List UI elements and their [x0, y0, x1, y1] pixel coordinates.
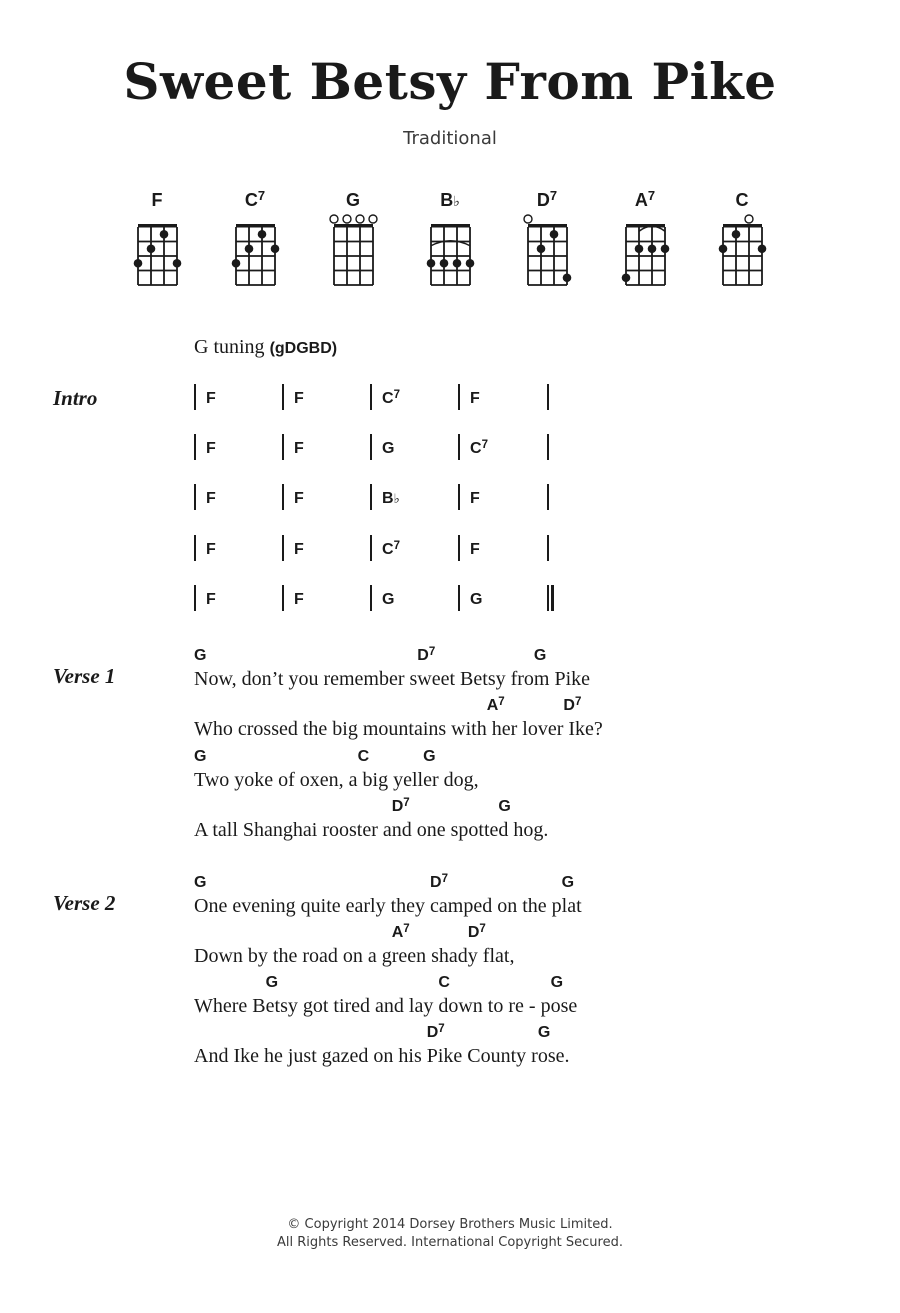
barline — [547, 384, 549, 410]
chord-diagram-name — [410, 190, 490, 211]
chord-diagram-c7 — [215, 190, 295, 290]
chord-quality: 7 — [257, 188, 266, 204]
barline — [458, 585, 460, 611]
open-string-marker — [343, 215, 351, 223]
barline — [194, 535, 196, 561]
lyric-chord — [266, 974, 278, 992]
chord-root: F — [470, 390, 480, 407]
lyric-chord — [438, 974, 450, 992]
lyric-text: A tall Shanghai rooster and one spotted hog. — [194, 819, 549, 841]
barline — [547, 585, 549, 611]
chord-quality: 7 — [481, 438, 488, 451]
barline — [547, 535, 549, 561]
bar-chord — [382, 490, 400, 508]
chord-quality: 7 — [647, 188, 656, 204]
chord-root: C — [382, 541, 394, 558]
chord-root: D — [391, 798, 404, 815]
finger-dot — [245, 244, 254, 253]
finger-dot — [258, 230, 267, 239]
lyric-text: Two yoke of oxen, a big yeller dog, — [194, 769, 479, 791]
chord-diagram-name — [605, 190, 685, 211]
verse-2-label: Verse 2 — [53, 891, 116, 915]
barline — [194, 484, 196, 510]
tuning-label: G tuning — [194, 336, 265, 358]
lyric-text: And Ike he just gazed on his Pike County rose. — [194, 1045, 570, 1067]
bar-chord — [206, 440, 216, 458]
barline — [194, 434, 196, 460]
intro-bar-row — [194, 535, 554, 565]
intro-label: Intro — [53, 386, 98, 410]
chord-root: G — [194, 647, 207, 664]
finger-dot — [758, 244, 767, 253]
finger-dot — [232, 259, 241, 268]
chord-root: F — [206, 541, 216, 558]
lyric-text: Down by the road on a green shady flat, — [194, 945, 515, 967]
chord-root: G — [537, 1024, 551, 1041]
bar-chord — [382, 591, 394, 609]
lyric-chord — [392, 798, 410, 816]
chord-root: F — [206, 440, 216, 457]
chord-root: F — [294, 390, 304, 407]
barline — [370, 535, 372, 561]
lyric-text: Where Betsy got tired and lay down to re - pose — [194, 995, 578, 1017]
lyric-chord — [423, 748, 435, 766]
chord-root: F — [294, 490, 304, 507]
bar-chord — [206, 541, 216, 559]
lyric-chord — [194, 647, 206, 665]
barline — [547, 434, 549, 460]
bar-chord — [382, 440, 394, 458]
barline — [370, 434, 372, 460]
chord-root: C — [438, 974, 450, 991]
lyric-line — [194, 974, 794, 1024]
chord-quality: 7 — [428, 645, 436, 658]
lyric-line — [194, 798, 794, 848]
chord-root: B — [440, 190, 454, 210]
chord-root: G — [382, 591, 395, 608]
chord-quality: 7 — [479, 922, 486, 935]
bar-chord — [206, 390, 216, 408]
lyric-chord — [534, 647, 546, 665]
lyric-chord — [417, 647, 435, 665]
chord-root: C — [244, 190, 258, 210]
chord-quality: 7 — [574, 695, 582, 708]
lyric-text: One evening quite early they camped on the plat — [194, 895, 582, 917]
lyric-line — [194, 748, 794, 798]
bar-chord — [470, 490, 480, 508]
intro-bar-row — [194, 434, 554, 464]
chord-diagram-c — [702, 190, 782, 290]
bar-chord — [382, 390, 400, 408]
lyric-chord — [563, 697, 581, 715]
finger-dot — [635, 244, 644, 253]
finger-dot — [563, 273, 572, 282]
bar-chord — [206, 591, 216, 609]
chord-root: F — [206, 390, 216, 407]
barline — [194, 585, 196, 611]
copyright-line-2: All Rights Reserved. International Copyright Secured. — [277, 1235, 623, 1250]
chord-root: G — [533, 647, 547, 664]
copyright-line-1: © Copyright 2014 Dorsey Brothers Music Limited. — [287, 1217, 613, 1232]
bar-chord — [470, 541, 480, 559]
lyric-line — [194, 647, 794, 697]
open-string-marker — [745, 215, 753, 223]
chord-root: G — [382, 440, 395, 457]
chord-diagram-name — [117, 190, 197, 211]
flat-sign: ♭ — [453, 193, 460, 209]
chord-diagram-f — [117, 190, 197, 290]
chord-diagram-name — [702, 190, 782, 211]
chord-diagram-name — [215, 190, 295, 211]
chord-root: G — [194, 874, 207, 891]
finger-dot — [271, 244, 280, 253]
barline — [458, 484, 460, 510]
open-string-marker — [524, 215, 532, 223]
bar-chord — [470, 440, 488, 458]
barline — [282, 484, 284, 510]
chord-root: A — [391, 924, 404, 941]
barline — [282, 535, 284, 561]
bar-chord — [294, 490, 304, 508]
chord-diagram-a7 — [605, 190, 685, 290]
lyric-chord — [358, 748, 370, 766]
lyric-text: Now, don’t you remember sweet Betsy from Pike — [194, 668, 591, 690]
composer-credit: Traditional — [403, 128, 497, 149]
chord-root: F — [470, 490, 480, 507]
lyric-chord — [194, 874, 206, 892]
intro-bar-row — [194, 585, 554, 615]
lyric-chord — [498, 798, 510, 816]
barline — [370, 484, 372, 510]
chord-diagram-d7 — [507, 190, 587, 290]
chord-root: F — [294, 591, 304, 608]
chord-quality: 7 — [403, 796, 410, 809]
finger-dot — [622, 273, 631, 282]
chord-root: D — [536, 190, 550, 210]
lyric-chord — [430, 874, 448, 892]
chord-quality: 7 — [438, 1022, 445, 1035]
chord-quality: 7 — [393, 388, 400, 401]
chord-diagram-g — [313, 190, 393, 290]
finger-dot — [732, 230, 741, 239]
chord-root: G — [265, 974, 279, 991]
chord-root: A — [634, 190, 648, 210]
barline — [282, 585, 284, 611]
lyric-chord — [562, 874, 574, 892]
bar-chord — [470, 390, 480, 408]
chord-root: G — [194, 748, 207, 765]
chord-root: F — [206, 490, 216, 507]
lyric-chord — [427, 1024, 445, 1042]
chord-quality: 7 — [393, 539, 400, 552]
barline — [370, 384, 372, 410]
flat-sign: ♭ — [393, 491, 400, 506]
finger-dot — [427, 259, 436, 268]
chord-root: F — [206, 591, 216, 608]
barline — [458, 384, 460, 410]
lyric-line — [194, 697, 794, 747]
chord-root: B — [382, 490, 394, 507]
tuning-code: (gDGBD) — [269, 340, 338, 357]
lyric-chord — [194, 748, 206, 766]
bar-chord — [294, 591, 304, 609]
barline — [547, 484, 549, 510]
barline — [282, 434, 284, 460]
lyric-line — [194, 874, 794, 924]
intro-bar-row — [194, 484, 554, 514]
bar-chord — [206, 490, 216, 508]
barline — [194, 384, 196, 410]
finger-dot — [134, 259, 143, 268]
intro-bar-row — [194, 384, 554, 414]
final-barline — [551, 585, 554, 611]
chord-root: G — [498, 798, 511, 815]
open-string-marker — [330, 215, 338, 223]
chord-root: D — [417, 647, 429, 664]
chord-root: G — [470, 591, 483, 608]
finger-dot — [453, 259, 462, 268]
barline — [458, 434, 460, 460]
lyric-chord — [487, 697, 505, 715]
barline — [370, 585, 372, 611]
verse-1-label: Verse 1 — [53, 664, 116, 688]
bar-chord — [294, 440, 304, 458]
chord-quality: 7 — [403, 922, 410, 935]
chord-root: G — [345, 190, 360, 210]
chord-root: D — [467, 924, 480, 941]
chord-root: G — [561, 874, 575, 891]
chord-root: G — [550, 974, 564, 991]
lyric-line — [194, 924, 794, 974]
finger-dot — [661, 244, 670, 253]
bar-chord — [382, 541, 400, 559]
bar-chord — [294, 541, 304, 559]
chord-quality: 7 — [441, 872, 448, 885]
finger-dot — [173, 259, 182, 268]
finger-dot — [440, 259, 449, 268]
chord-root: F — [294, 440, 304, 457]
finger-dot — [466, 259, 475, 268]
chord-root: C — [382, 390, 394, 407]
finger-dot — [160, 230, 169, 239]
lyric-chord — [392, 924, 410, 942]
bar-chord — [470, 591, 482, 609]
chord-root: C — [470, 440, 482, 457]
chord-root: F — [470, 541, 480, 558]
chord-root: D — [426, 1024, 439, 1041]
finger-dot — [719, 244, 728, 253]
barline — [282, 384, 284, 410]
lyric-line — [194, 1024, 794, 1074]
chord-root: G — [423, 748, 436, 765]
finger-dot — [550, 230, 559, 239]
chord-root: D — [563, 697, 575, 714]
open-string-marker — [369, 215, 377, 223]
lyric-chord — [551, 974, 563, 992]
finger-dot — [537, 244, 546, 253]
open-string-marker — [356, 215, 364, 223]
chord-root: F — [294, 541, 304, 558]
chord-diagram-b-flat — [410, 190, 490, 290]
lyric-chord — [468, 924, 486, 942]
chord-quality: 7 — [549, 188, 558, 204]
chord-root: C — [357, 748, 370, 765]
chord-root: C — [735, 190, 749, 210]
bar-chord — [294, 390, 304, 408]
lyric-chord — [538, 1024, 550, 1042]
barline — [458, 535, 460, 561]
chord-root: D — [430, 874, 442, 891]
lyric-text: Who crossed the big mountains with her lover Ike? — [194, 718, 603, 740]
tuning-info — [194, 336, 337, 359]
chord-diagram-name — [313, 190, 393, 211]
finger-dot — [147, 244, 156, 253]
song-title: Sweet Betsy From Pike — [123, 52, 777, 111]
chord-root: F — [151, 190, 163, 210]
chord-root: A — [486, 697, 499, 714]
chord-quality: 7 — [498, 695, 505, 708]
chord-diagram-name — [507, 190, 587, 211]
finger-dot — [648, 244, 657, 253]
